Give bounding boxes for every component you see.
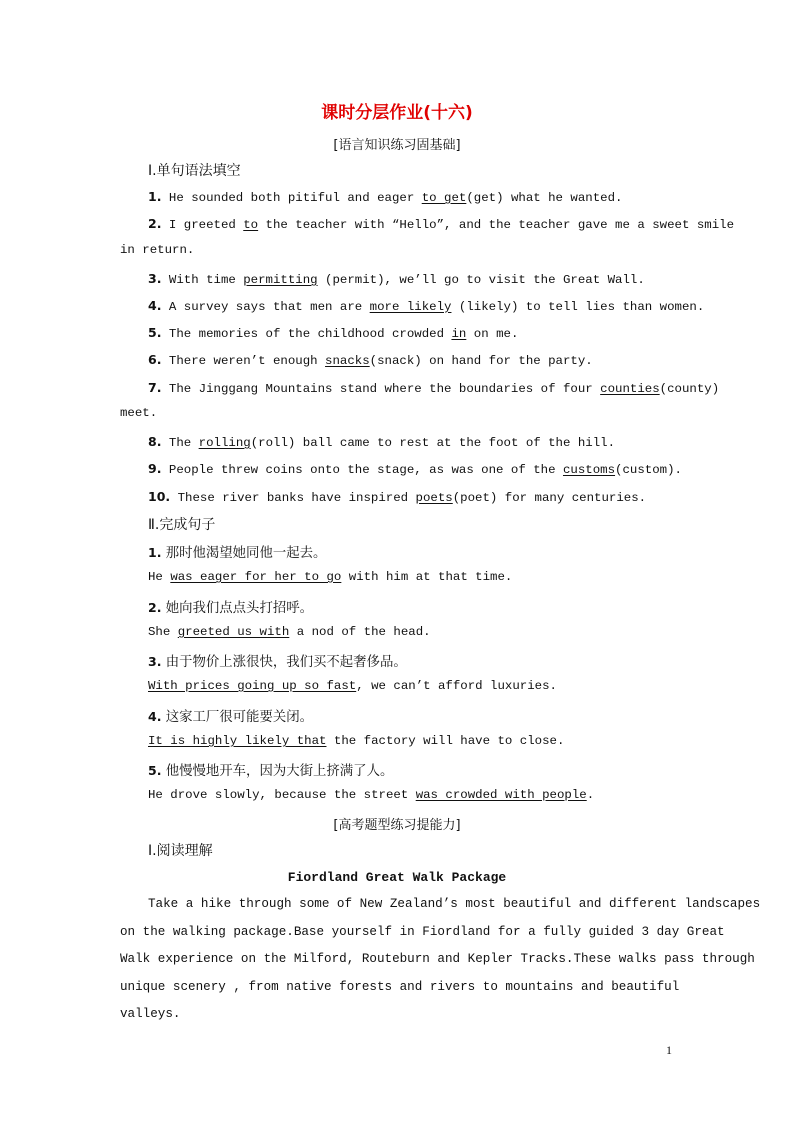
grammar-item [148, 216, 735, 232]
part2-heading: Ⅱ.完成句子 [148, 517, 216, 533]
item-number: 2. [148, 216, 162, 231]
item-text-after: (get) what he wanted. [466, 191, 623, 205]
answer-blank: greeted us with [177, 625, 290, 639]
passage-line: unique scenery , from native forests and rivers to mountains and beautiful [120, 979, 680, 994]
item-number: 9. [148, 461, 162, 476]
item-text: The Jinggang Mountains stand where the boundaries of four [168, 382, 601, 396]
item-text: There weren’t enough [168, 354, 326, 368]
item-number: 5. [148, 763, 162, 778]
item-number: 4. [148, 298, 162, 313]
item-number: 10. [148, 489, 171, 504]
sentence-answer [148, 679, 708, 693]
item-text: With time [168, 273, 244, 287]
chinese-sentence: 他慢慢地开车，因为大街上挤满了人。 [165, 764, 394, 779]
item-text: People threw coins onto the stage, as was one of the [168, 463, 563, 477]
answer-blank: to get [421, 191, 467, 205]
part3-heading: Ⅰ.阅读理解 [148, 843, 213, 859]
chinese-sentence: 她向我们点点头打招呼。 [165, 601, 314, 616]
section-label-exam: [高考题型练习提能力] [333, 818, 461, 833]
item-text-after: (permit), we’ll go to visit the Great Wall. [317, 273, 645, 287]
sentence-prompt [148, 542, 326, 561]
item-text-after: (county) [659, 382, 720, 396]
passage-line: on the walking package.Base yourself in Fiordland for a fully guided 3 day Great [120, 924, 725, 939]
item-number: 6. [148, 352, 162, 367]
part1-heading: Ⅰ.单句语法填空 [148, 163, 241, 179]
passage-paragraph [120, 891, 761, 1029]
grammar-item [148, 489, 708, 505]
chinese-sentence: 那时他渴望她同他一起去。 [165, 546, 327, 561]
grammar-item [148, 352, 708, 368]
answer-blank: customs [562, 463, 616, 477]
section-label-basic: [语言知识练习固基础] [333, 138, 461, 153]
answer-blank: permitting [243, 273, 318, 287]
sentence-text: He [148, 570, 171, 584]
item-text: The [168, 436, 199, 450]
item-number: 2. [148, 600, 162, 615]
item-text: He sounded both pitiful and eager [168, 191, 422, 205]
item-number: 8. [148, 434, 162, 449]
answer-blank: It is highly likely that [148, 734, 327, 748]
item-text-after: the teacher with “Hello”, and the teacher gave me a sweet smile [258, 218, 735, 232]
page-title: 课时分层作业(十六) [321, 103, 473, 123]
answer-blank: to [243, 218, 259, 232]
item-number: 3. [148, 271, 162, 286]
sentence-text: He drove slowly, because the street [148, 788, 416, 802]
answer-blank: was crowded with people [415, 788, 587, 802]
sentence-text-after: the factory will have to close. [326, 734, 565, 748]
grammar-item [148, 380, 720, 396]
grammar-item [148, 298, 708, 314]
page-number: 1 [666, 1043, 672, 1057]
item-text: A survey says that men are [168, 300, 370, 314]
answer-blank: rolling [198, 436, 251, 450]
sentence-prompt [148, 651, 407, 670]
grammar-item [148, 271, 708, 287]
sentence-prompt [148, 760, 393, 779]
item-text-after: (custom). [615, 463, 682, 477]
item-number: 7. [148, 380, 162, 395]
answer-blank: With prices going up so fast [148, 679, 357, 693]
item-text: I greeted [168, 218, 244, 232]
sentence-text-after: a nod of the head. [289, 625, 431, 639]
item-number: 4. [148, 709, 162, 724]
answer-blank: snacks [325, 354, 370, 368]
item-text-after: (roll) ball came to rest at the foot of the hill. [250, 436, 616, 450]
sentence-prompt [148, 706, 313, 725]
grammar-item [148, 325, 708, 341]
sentence-text-after: , we can’t afford luxuries. [356, 679, 557, 693]
passage-title: Fiordland Great Walk Package [287, 870, 507, 885]
answer-blank: poets [415, 491, 453, 505]
sentence-prompt [148, 597, 313, 616]
answer-blank: counties [600, 382, 660, 396]
item-number: 3. [148, 654, 162, 669]
answer-blank: more likely [369, 300, 452, 314]
sentence-answer [148, 788, 708, 802]
answer-blank: in [451, 327, 467, 341]
item-number: 1. [148, 189, 162, 204]
sentence-answer [148, 625, 708, 639]
item-text: These river banks have inspired [177, 491, 416, 505]
sentence-answer [148, 570, 708, 584]
grammar-item [148, 189, 708, 205]
grammar-item [148, 461, 708, 477]
item-text-after: (snack) on hand for the party. [369, 354, 593, 368]
item-number: 1. [148, 545, 162, 560]
passage-line: valleys. [120, 1007, 181, 1021]
item2-continuation: in return. [120, 243, 195, 257]
item-text-after: (likely) to tell lies than women. [451, 300, 705, 314]
sentence-answer [148, 734, 708, 748]
grammar-item [148, 434, 708, 450]
item7-continuation: meet. [120, 406, 158, 420]
sentence-text-after: . [586, 788, 595, 802]
chinese-sentence: 这家工厂很可能要关闭。 [165, 710, 314, 725]
passage-line: Walk experience on the Milford, Routeburn and Kepler Tracks.These walks pass through [120, 952, 755, 966]
answer-blank: was eager for her to go [170, 570, 342, 584]
sentence-text: She [148, 625, 178, 639]
item-number: 5. [148, 325, 162, 340]
item-text: The memories of the childhood crowded [168, 327, 452, 341]
item-text-after: (poet) for many centuries. [452, 491, 647, 505]
passage-line: Take a hike through some of New Zealand’s most beautiful and different landscapes [148, 897, 761, 911]
item-text-after: on me. [466, 327, 519, 341]
sentence-text-after: with him at that time. [341, 570, 513, 584]
chinese-sentence: 由于物价上涨很快，我们买不起奢侈品。 [165, 655, 407, 670]
